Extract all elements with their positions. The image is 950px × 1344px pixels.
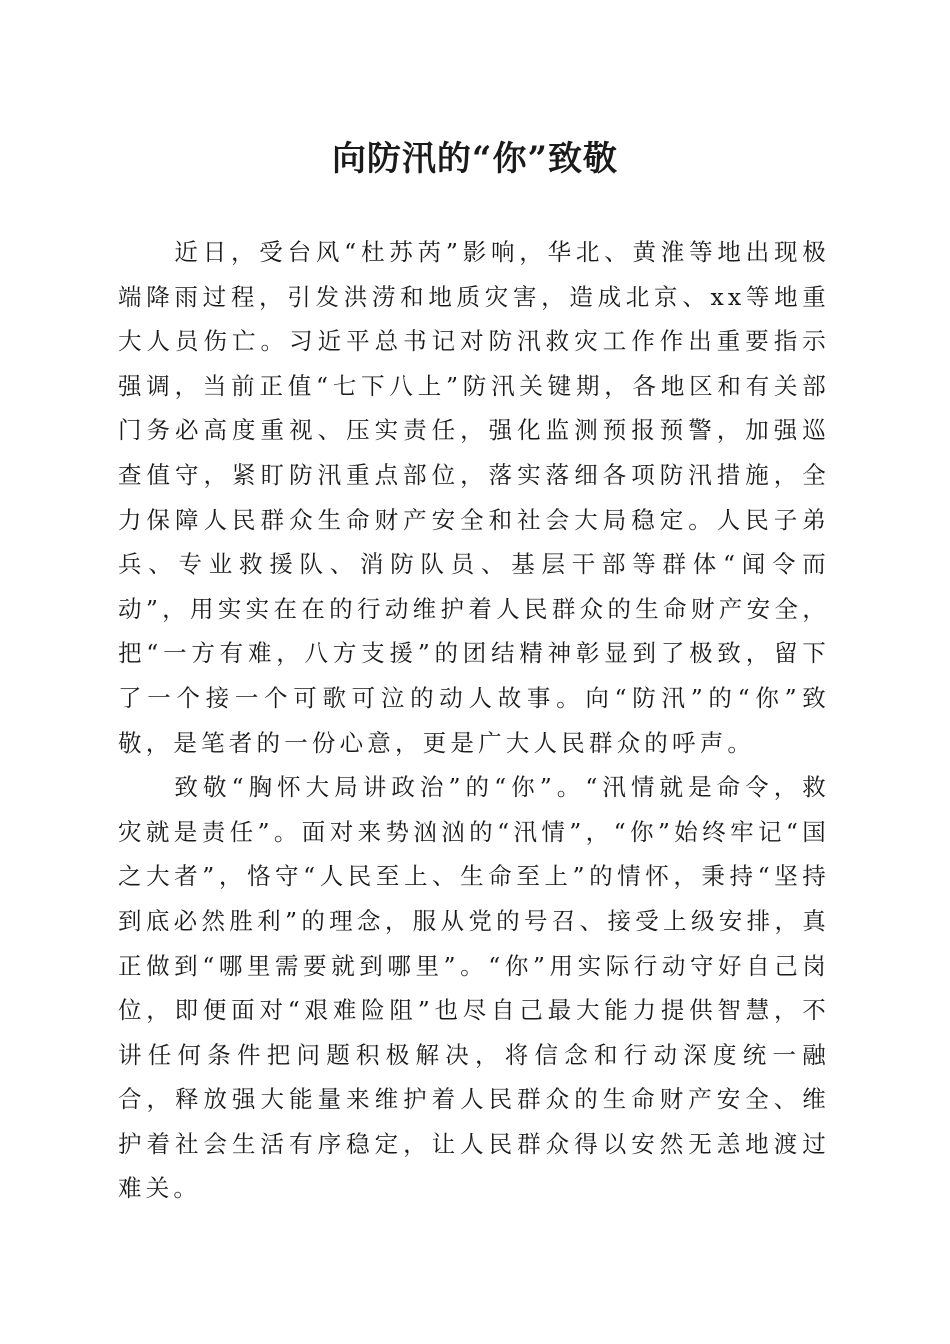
document-title: 向防汛的“你”致敬 — [331, 139, 619, 179]
paragraph-intro: 近日，受台风“杜苏芮”影响，华北、黄淮等地出现极端降雨过程，引发洪涝和地质灾害，造成北京、xx等地重大人员伤亡。习近平总书记对防汛救灾工作作出重要指示强调，当前正值“七下八上”防汛关键期，各地区和有关部门务必高度重视、压实责任，强化监测预报预警，加强巡查值守，紧盯防汛重点部位，落实落细各项防汛措施，全力保障人民群众生命财产安全和社会大局稳定。人民子弟兵、专业救援队、消防队员、基层干部等群体“闻令而动”，用实实在在的行动维护着人民群众的生命财产安全，把“一方有难，八方支援”的团结精神彰显到了极致，留下了一个接一个可歌可泣的动人故事。向“防汛”的“你”致敬，是笔者的一份心意，更是广大人民群众的呼声。 — [118, 238, 830, 757]
paragraph-salute-politics: 致敬“胸怀大局讲政治”的“你”。“汛情就是命令，救灾就是责任”。面对来势汹汹的“汛情”，“你”始终牢记“国之大者”，恪守“人民至上、生命至上”的情怀，秉持“坚持到底必然胜利”的理念，服从党的号召、接受上级安排，真正做到“哪里需要就到哪里”。“你”用实际行动守好自己岗位，即便面对“艰难险阻”也尽自己最大能力提供智慧，不讲任何条件把问题积极解决，将信念和行动深度统一融合，释放强大能量来维护着人民群众的生命财产安全、维护着社会生活有序稳定，让人民群众得以安然无恙地渡过难关。 — [118, 773, 830, 1203]
document-body — [118, 230, 830, 1211]
